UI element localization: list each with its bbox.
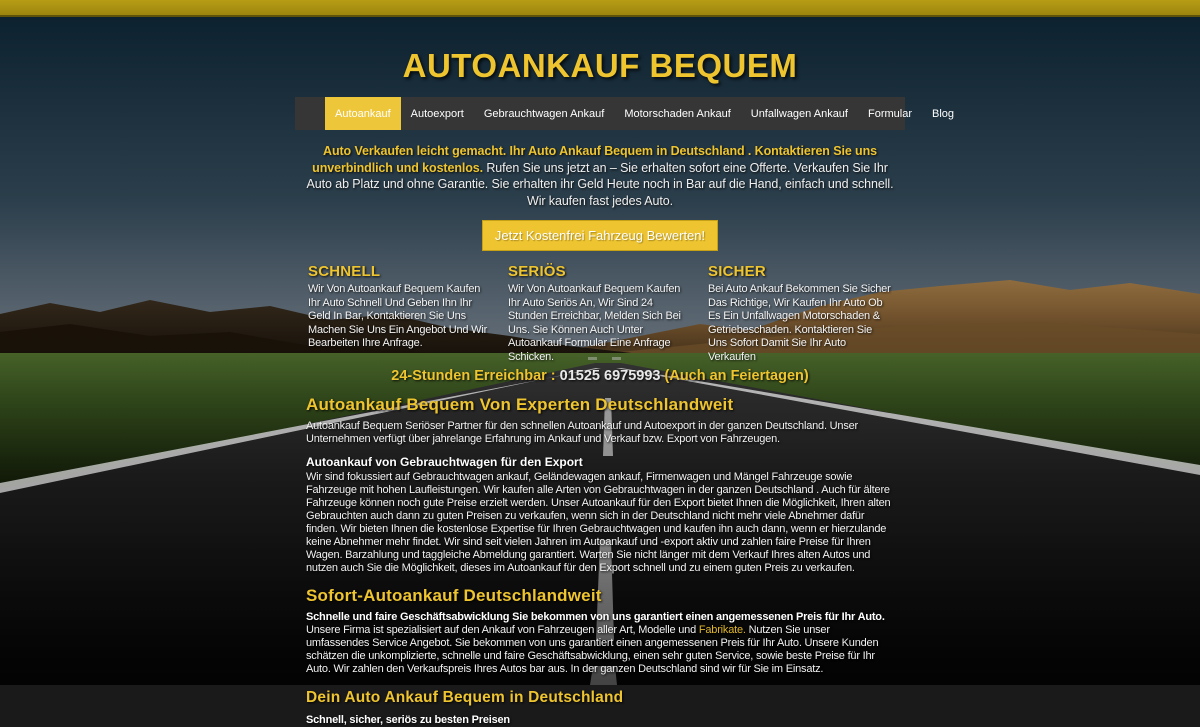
feature-sicher: [708, 263, 892, 364]
paragraph-export: Wir sind fokussiert auf Gebrauchtwagen ankauf, Geländewagen ankauf, Firmenwagen und Mängel Fahrzeuge sowie Fahrzeuge mit hohen Laufleistungen. Wir kaufen alle Arten von Gebrauchtwagen in der ganzen Deutschland . Auch für ältere Fahrzeuge können noch gute Preise erzielt werden. Unser Autoankauf für den Export bietet Ihnen die Möglichkeit, Ihren alten Gebrauchten auch dann zu guten Preisen zu verkaufen, wenn sich in der Deutschland nicht mehr viele Abnehmer dafür finden. Wir bieten Ihnen die kostenlose Expertise für Ihren Gebrauchtwagen und kaufen ihn auch dann, wenn er hierzulande keine Abnehmer mehr findet. Wir sind seit vielen Jahren im Autoankauf und -export aktiv und zahlen faire Preise für Ihren Wagen. Barzahlung und taggleiche Abmeldung garantiert. Warten Sie nicht länger mit dem Verkauf Ihres alten Autos und nutzen auch Sie die Möglichkeit, dieses im Autoankauf für den Export schnell und zu einem guten Preis zu verkaufen.: [306, 471, 891, 574]
cta-button[interactable]: Jetzt Kostenfrei Fahrzeug Bewerten!: [482, 220, 718, 251]
main-content: [306, 395, 894, 727]
nav-item-autoankauf[interactable]: Autoankauf: [325, 97, 401, 130]
heading-experten: Autoankauf Bequem Von Experten Deutschlandweit: [306, 395, 734, 414]
heading-dein: Dein Auto Ankauf Bequem in Deutschland: [306, 689, 624, 706]
hotline-prefix: 24-Stunden Erreichbar :: [391, 368, 560, 384]
nav-item-gebrauchtwagen-ankauf[interactable]: Gebrauchtwagen Ankauf: [483, 107, 605, 120]
cta-row: [0, 220, 1200, 251]
main-nav: [295, 97, 955, 130]
nav-item-motorschaden-ankauf[interactable]: Motorschaden Ankauf: [624, 107, 731, 120]
intro-highlight: Auto Verkaufen leicht gemacht. Ihr Auto Ankauf Bequem in Deutschland . Kontaktieren Sie uns unverbindlich und kostenlos.: [312, 144, 877, 175]
phone-number: 01525 6975993: [559, 368, 661, 384]
nav-item-autoexport[interactable]: Autoexport: [410, 107, 464, 120]
intro-paragraph: [300, 143, 900, 209]
paragraph-experten: Autoankauf Bequem Seriöser Partner für den schnellen Autoankauf und Autoexport in der ganzen Deutschland. Unser Unternehmen verfügt über jahrelange Erfahrung im Ankauf und Verkauf bzw. Export von Fahrzeugen.: [306, 420, 859, 445]
feature-title: SICHER: [708, 263, 766, 280]
feature-serioes: [508, 263, 692, 364]
feature-text: Wir Von Autoankauf Bequem Kaufen Ihr Auto Seriös An, Wir Sind 24 Stunden Erreichbar, Melden Sich Bei Uns. Sie Können Auch Unter Autoankauf Formular Eine Anfrage Schicken.: [508, 283, 681, 363]
sofort-text-2: Nutzen Sie unser umfassendes Service Angebot. Sie bekommen von uns garantiert einen angemessenen Preis für Ihr Auto. Unsere Kunden schätzen die unkomplizierte, schnelle und faire Geschäftsabwicklung, einen sehr guten Service, sowie beste Preise für Ihr Auto. Wir zahlen den Verkaufspreis Ihres Autos bar aus. In der ganzen Deutschland sind wir für Sie im Einsatz.: [306, 624, 879, 675]
nav-item-blog[interactable]: Blog: [932, 107, 955, 120]
nav-item-unfallwagen-ankauf[interactable]: Unfallwagen Ankauf: [750, 107, 848, 120]
feature-columns: [308, 263, 892, 364]
fabrikate-link[interactable]: Fabrikate.: [698, 624, 746, 636]
hotline-suffix: (Auch an Feiertagen): [660, 368, 809, 384]
sofort-bold-lead: Schnelle und faire Geschäftsabwicklung Sie bekommen von uns garantiert einen angemessenen Preis für Ihr Auto.: [306, 611, 885, 623]
subheading-export: Autoankauf von Gebrauchtwagen für den Export: [306, 455, 583, 469]
feature-schnell: [308, 263, 492, 364]
site-title: AUTOANKAUF BEQUEM: [402, 47, 798, 84]
feature-text: Wir Von Autoankauf Bequem Kaufen Ihr Auto Schnell Und Geben Ihn Ihr Geld In Bar, Kontaktieren Sie Uns Machen Sie Uns Ein Angebot Und Wir Bearbeiten Ihre Anfrage.: [308, 283, 488, 349]
nav-item-formular[interactable]: Formular: [867, 107, 912, 120]
sofort-text-1: Unsere Firma ist spezialisiert auf den Ankauf von Fahrzeugen aller Art, Modelle und: [306, 624, 699, 636]
feature-title: SCHNELL: [308, 263, 381, 280]
feature-title: SERIÖS: [508, 263, 566, 280]
feature-text: Bei Auto Ankauf Bekommen Sie Sicher Das Richtige, Wir Kaufen Ihr Auto Ob Es Ein Unfallwagen Motorschaden & Getriebeschaden. Kontaktieren Sie Uns Sofort Damit Sie Ihr Auto Verkaufen: [708, 283, 891, 363]
heading-sofort: Sofort-Autoankauf Deutschlandweit: [306, 586, 602, 605]
top-accent-bar: [0, 0, 1200, 17]
dein-bold-line: Schnell, sicher, seriös zu besten Preisen: [306, 714, 510, 726]
paragraph-sofort: [306, 611, 894, 676]
hotline: [0, 368, 1200, 384]
intro-body: Rufen Sie uns jetzt an – Sie erhalten sofort eine Offerte. Verkaufen Sie Ihr Auto ab Platz und ohne Garantie. Sie erhalten ihr Geld Heute noch in Bar auf die Hand, einfach und schnell. Wir kaufen fast jedes Auto.: [306, 160, 894, 208]
